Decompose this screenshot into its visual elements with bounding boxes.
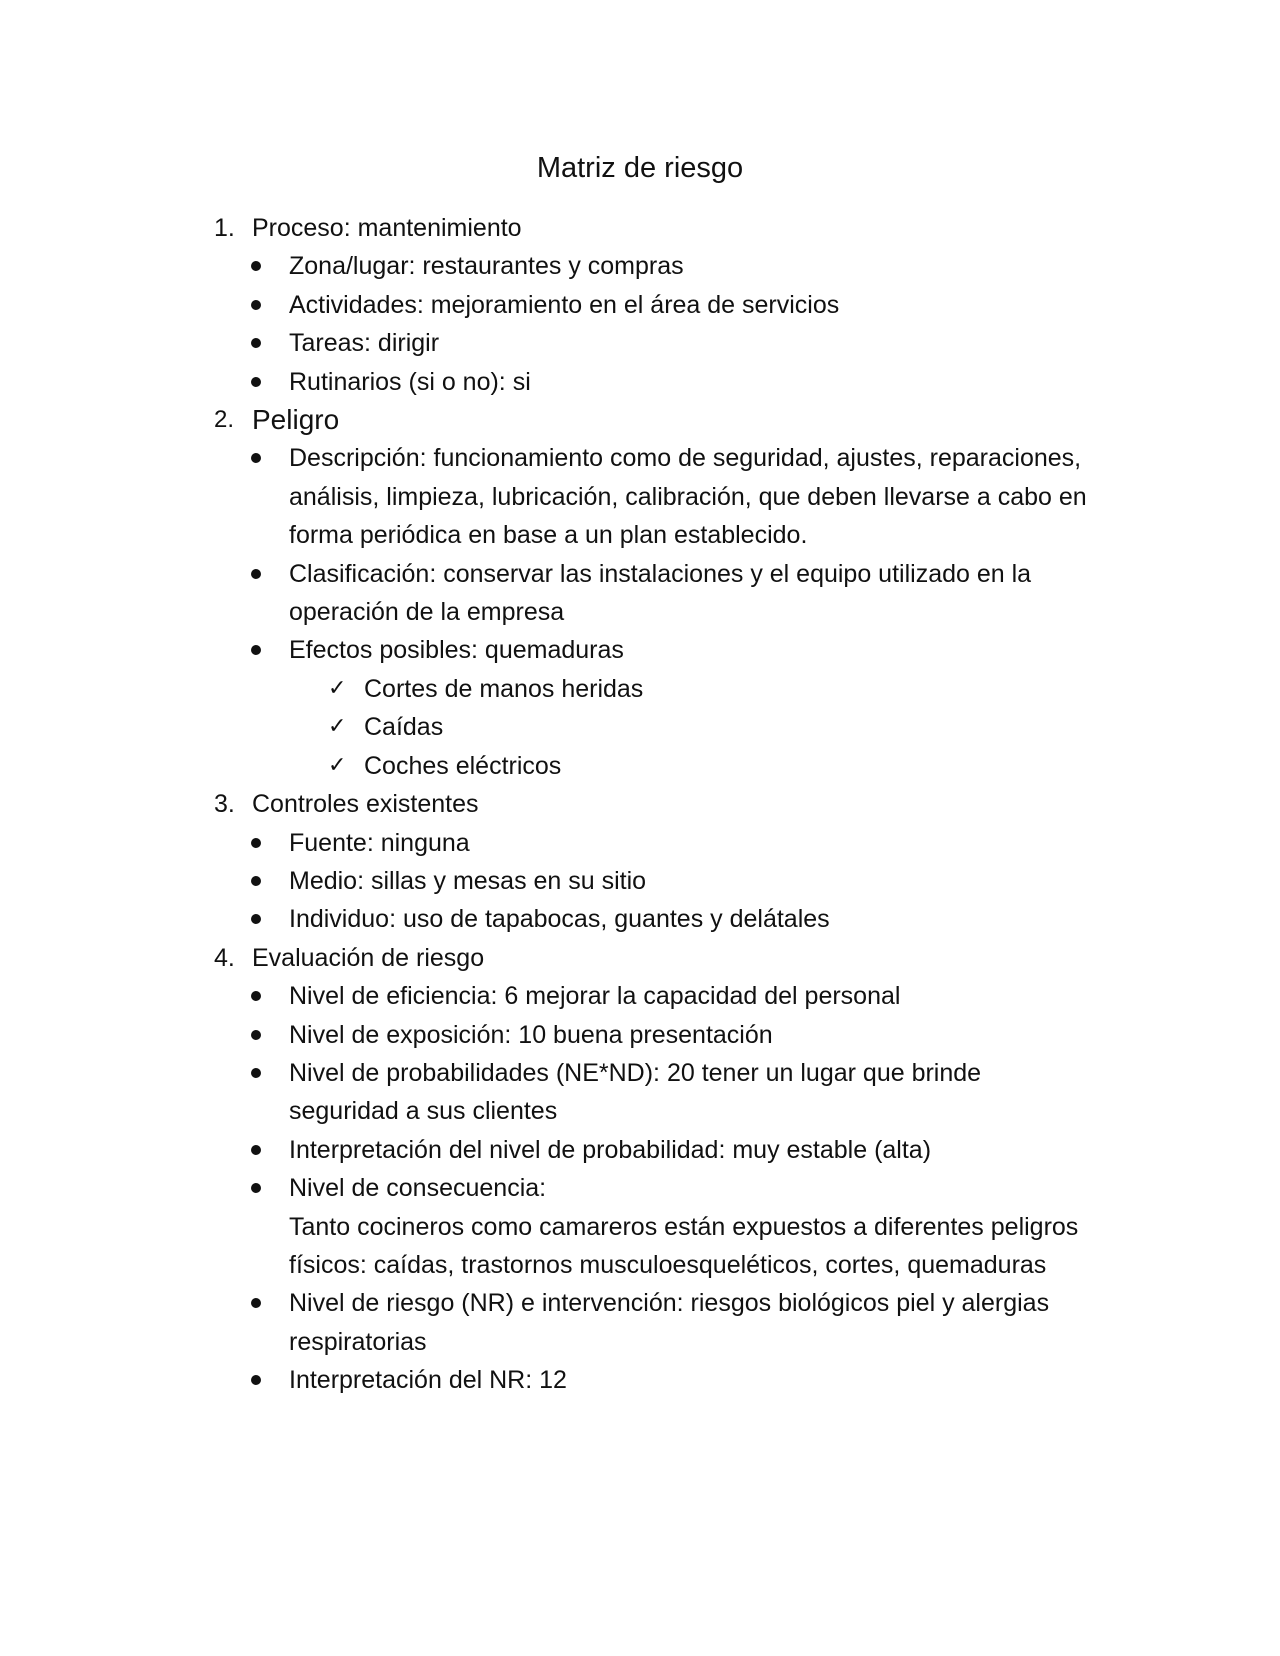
bullet-list — [214, 824, 1094, 939]
checkmark-icon: ✓ — [328, 714, 347, 740]
list-item: Interpretación del NR: 12 — [289, 1361, 1094, 1399]
section-heading: Proceso: mantenimiento — [252, 214, 522, 242]
bullet-list — [214, 439, 1094, 785]
bullet-icon — [251, 645, 261, 655]
document-body — [214, 209, 1094, 1400]
bullet-icon — [251, 838, 261, 848]
list-item: Nivel de consecuencia: Tanto cocineros como camareros están expuestos a diferentes peligros físicos: caídas, trastornos musculoesqueléticos, cortes, quemaduras — [289, 1169, 1094, 1284]
list-item: Rutinarios (si o no): si — [289, 363, 1094, 401]
list-item: Clasificación: conservar las instalaciones y el equipo utilizado en la operación de la empresa — [289, 555, 1094, 632]
bullet-icon — [251, 338, 261, 348]
list-item: ✓ Coches eléctricos — [364, 747, 1094, 785]
bullet-icon — [251, 453, 261, 463]
bullet-icon — [251, 1375, 261, 1385]
bullet-icon — [251, 1183, 261, 1193]
bullet-icon — [251, 261, 261, 271]
section-heading: Peligro — [252, 404, 340, 436]
section-number: 3. — [214, 790, 235, 819]
bullet-icon — [251, 377, 261, 387]
list-item: Medio: sillas y mesas en su sitio — [289, 862, 1094, 900]
list-item: Tareas: dirigir — [289, 324, 1094, 362]
bullet-icon — [251, 569, 261, 579]
bullet-list — [214, 977, 1094, 1399]
section-peligro — [214, 401, 1094, 439]
section-controles — [214, 785, 1094, 823]
consequence-detail: Tanto cocineros como camareros están expuestos a diferentes peligros físicos: caídas, trastornos musculoesqueléticos, cortes, quemaduras — [289, 1212, 1079, 1279]
bullet-icon — [251, 1298, 261, 1308]
section-number: 2. — [214, 406, 235, 434]
list-item: Nivel de probabilidades (NE*ND): 20 tener un lugar que brinde seguridad a sus clientes — [289, 1054, 1094, 1131]
section-evaluacion — [214, 939, 1094, 977]
list-item: Zona/lugar: restaurantes y compras — [289, 247, 1094, 285]
section-proceso — [214, 209, 1094, 247]
section-number: 1. — [214, 214, 235, 242]
list-item: Nivel de riesgo (NR) e intervención: riesgos biológicos piel y alergias respiratorias — [289, 1284, 1094, 1361]
bullet-icon — [251, 1068, 261, 1078]
bullet-icon — [251, 1030, 261, 1040]
check-list — [289, 670, 1094, 785]
list-item: ✓ Caídas — [364, 708, 1094, 746]
document-title: Matriz de riesgo — [536, 152, 744, 184]
bullet-icon — [251, 876, 261, 886]
list-item: ✓ Cortes de manos heridas — [364, 670, 1094, 708]
section-heading: Evaluación de riesgo — [252, 943, 485, 972]
section-heading: Controles existentes — [252, 790, 479, 819]
list-item: Descripción: funcionamiento como de seguridad, ajustes, reparaciones, análisis, limpieza, lubricación, calibración, que deben llevarse a cabo en forma periódica en base a un plan establecido. — [289, 439, 1094, 554]
checkmark-icon: ✓ — [328, 752, 347, 778]
bullet-icon — [251, 914, 261, 924]
list-item: Efectos posibles: quemaduras ✓ Cortes de manos heridas ✓ Caídas ✓ Coches eléctricos — [289, 631, 1094, 785]
list-item: Actividades: mejoramiento en el área de servicios — [289, 286, 1094, 324]
list-item: Individuo: uso de tapabocas, guantes y delátales — [289, 900, 1094, 938]
list-item: Nivel de exposición: 10 buena presentación — [289, 1016, 1094, 1054]
list-item: Nivel de eficiencia: 6 mejorar la capacidad del personal — [289, 977, 1094, 1015]
bullet-icon — [251, 991, 261, 1001]
list-item: Fuente: ninguna — [289, 824, 1094, 862]
section-number: 4. — [214, 943, 235, 972]
bullet-icon — [251, 1145, 261, 1155]
bullet-list — [214, 247, 1094, 401]
bullet-icon — [251, 300, 261, 310]
list-item: Interpretación del nivel de probabilidad: muy estable (alta) — [289, 1131, 1094, 1169]
checkmark-icon: ✓ — [328, 675, 347, 701]
